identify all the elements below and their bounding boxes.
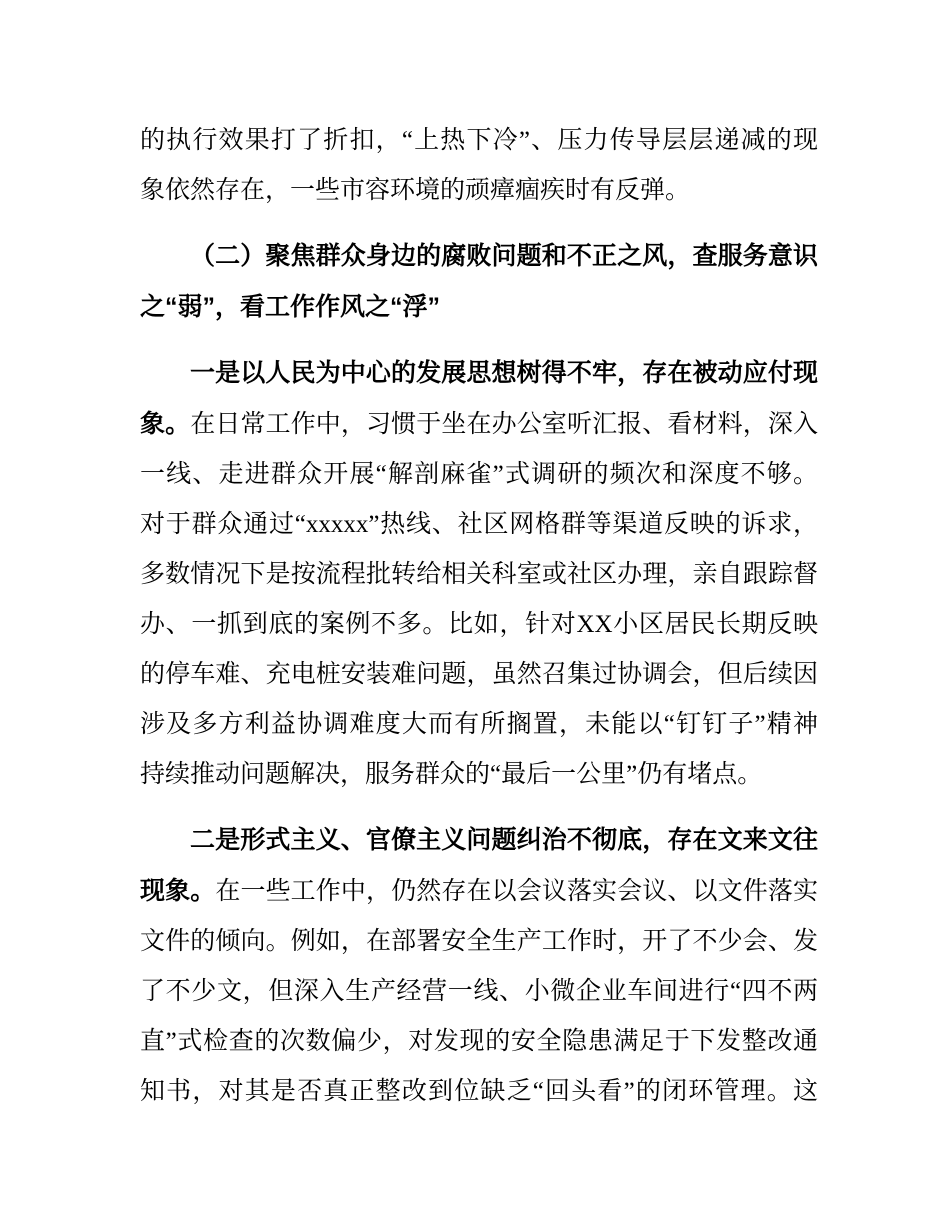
bold-text-run: （二）聚焦群众身边的腐败问题和不正之风，查服务意识: [190, 242, 818, 270]
text-run: 办、一抓到底的案例不多。比如，针对XX小区居民长期反映: [140, 611, 818, 638]
text-run: 多数情况下是按流程批转给相关科室或社区办理，亲自跟踪督: [140, 561, 818, 588]
text-run: 在一些工作中，仍然存在以会议落实会议、以文件落实: [215, 878, 818, 905]
text-line: [140, 700, 818, 750]
bold-text-run: 象。: [140, 410, 191, 438]
text-line: [140, 917, 818, 967]
text-line: [140, 450, 818, 500]
text-run: 涉及多方利益协调难度大而有所搁置，未能以“钉钉子”精神: [140, 711, 818, 738]
bold-text-run: 一是以人民为中心的发展思想树得不牢，存在被动应付现: [190, 359, 818, 387]
text-run: 在日常工作中，习惯于坐在办公室听汇报、看材料，深入: [190, 411, 818, 438]
text-run: 的执行效果打了折扣，“上热下冷”、压力传导层层递减的现: [140, 127, 818, 154]
para-point-two: [140, 815, 818, 1117]
text-line: [140, 815, 818, 866]
text-line: [140, 348, 818, 399]
text-line: [140, 399, 818, 450]
text-line: [140, 282, 818, 333]
text-run: 直”式检查的次数偏少，对发现的安全隐患满足于下发整改通: [140, 1028, 818, 1055]
text-line: [140, 116, 818, 166]
para-continuation: [140, 116, 818, 216]
text-line: [140, 1017, 818, 1067]
text-run: 了不少文，但深入生产经营一线、小微企业车间进行“四不两: [140, 978, 818, 1005]
text-run: 象依然存在，一些市容环境的顽瘴痼疾时有反弹。: [140, 177, 691, 204]
heading-section-two: [140, 231, 818, 333]
text-line: [140, 967, 818, 1017]
bold-text-run: 现象。: [140, 877, 216, 905]
text-line: [140, 166, 818, 216]
text-run: 持续推动问题解决，服务群众的“最后一公里”仍有堵点。: [140, 761, 763, 788]
text-run: 知书，对其是否真正整改到位缺乏“回头看”的闭环管理。这: [140, 1078, 818, 1105]
text-run: 文件的倾向。例如，在部署安全生产工作时，开了不少会、发: [140, 928, 818, 955]
para-point-one: [140, 348, 818, 800]
text-run: 一线、走进群众开展“解剖麻雀”式调研的频次和深度不够。: [140, 461, 818, 488]
text-line: [140, 866, 818, 917]
text-run: 的停车难、充电桩安装难问题，虽然召集过协调会，但后续因: [140, 661, 818, 688]
text-line: [140, 750, 818, 800]
text-line: [140, 500, 818, 550]
text-line: [140, 550, 818, 600]
text-run: 对于群众通过“xxxxx”热线、社区网格群等渠道反映的诉求，: [140, 511, 818, 538]
text-line: [140, 600, 818, 650]
text-line: [140, 650, 818, 700]
bold-text-run: 之“弱”，看工作作风之“浮”: [140, 293, 441, 321]
document-content: [140, 116, 818, 1117]
text-line: [140, 231, 818, 282]
bold-text-run: 二是形式主义、官僚主义问题纠治不彻底，存在文来文往: [190, 826, 818, 854]
text-line: [140, 1067, 818, 1117]
